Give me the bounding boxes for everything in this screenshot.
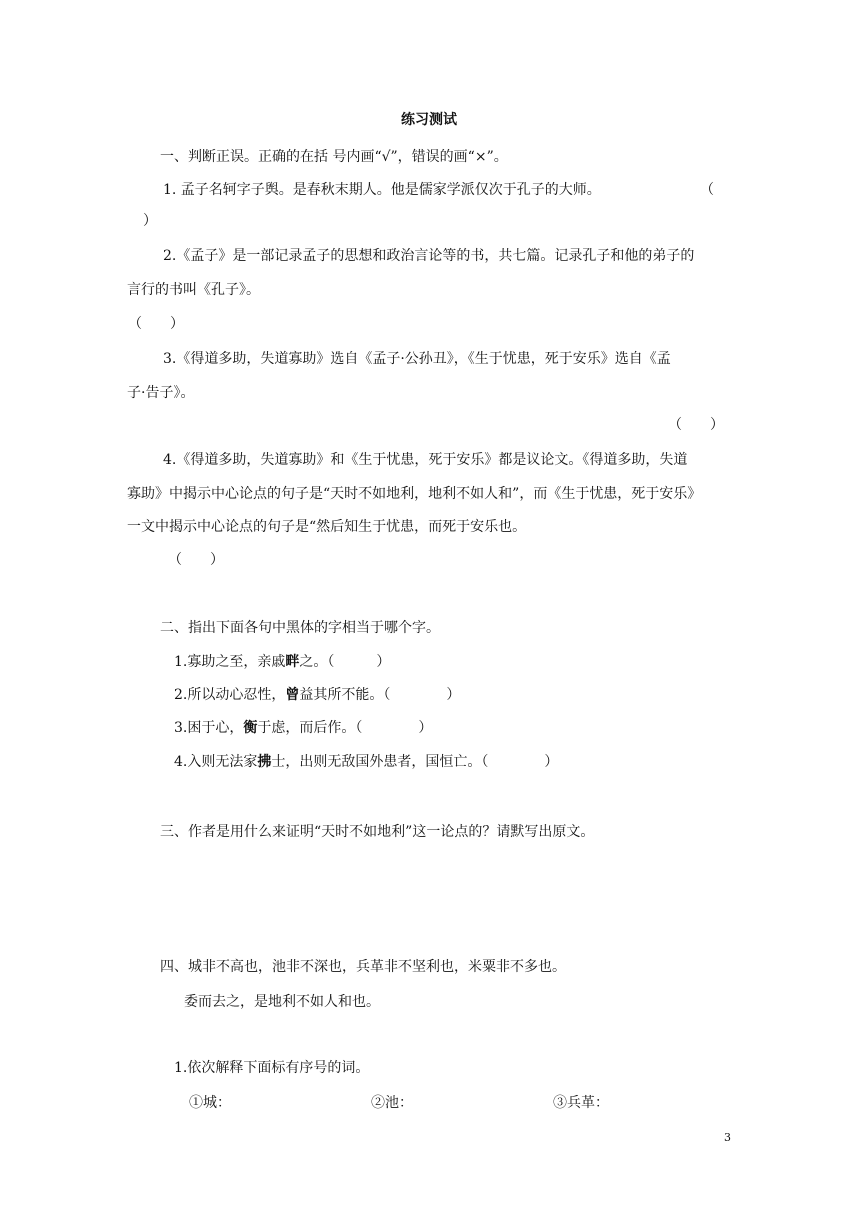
section4-passage-line2: 委而去之，是地利不如人和也。 bbox=[184, 994, 380, 1010]
item-text-after: 于虑，而后作。（ ） bbox=[257, 720, 433, 736]
page-number: 3 bbox=[724, 1131, 731, 1144]
question2-line1: 2.《孟子》是一部记录孟子的思想和政治言论等的书，共七篇。记录孔子和他的弟子的 bbox=[163, 248, 695, 264]
item-text-before: 1.寡助之至，亲戚 bbox=[174, 654, 286, 670]
item-text-after: 益其所不能。（ ） bbox=[299, 687, 461, 703]
question4-line2: 寡助》中揭示中心论点的句子是“天时不如地利，地利不如人和”，而《生于忧患，死于安乐》 bbox=[127, 486, 702, 502]
term-cheng: ①城： bbox=[189, 1095, 231, 1111]
question4-answer-paren: （ ） bbox=[168, 552, 224, 568]
question1-text: 1. 孟子名轲字子舆。是春秋末期人。他是儒家学派仅次于孔子的大师。 bbox=[163, 182, 601, 198]
question1-paren-close: ） bbox=[143, 213, 157, 229]
section2-item bbox=[174, 655, 390, 669]
section4-subquestion: 1.依次解释下面标有序号的词。 bbox=[174, 1060, 370, 1076]
bold-character: 拂 bbox=[257, 754, 272, 770]
item-text-after: 之。（ ） bbox=[299, 654, 391, 670]
bold-character: 曾 bbox=[285, 687, 300, 703]
term-bingge: ③兵革： bbox=[553, 1095, 609, 1111]
question2-answer-paren: （ ） bbox=[128, 316, 184, 332]
question3-line1: 3.《得道多助，失道寡助》选自《孟子·公孙丑》，《生于忧患，死于安乐》选自《孟 bbox=[163, 351, 671, 367]
section3-heading: 三、作者是用什么来证明“天时不如地利”这一论点的？请默写出原文。 bbox=[160, 824, 595, 840]
item-text-before: 4.入则无法家 bbox=[174, 754, 258, 770]
section2-item bbox=[174, 755, 558, 769]
question1-paren-open: （ bbox=[700, 182, 714, 198]
question4-line3: 一文中揭示中心论点的句子是“然后知生于忧患，而死于安乐也。 bbox=[127, 519, 527, 535]
item-text-before: 2.所以动心忍性， bbox=[174, 687, 286, 703]
bold-character: 畔 bbox=[285, 654, 300, 670]
section2-item bbox=[174, 688, 460, 702]
page-title: 练习测试 bbox=[401, 112, 457, 128]
section1-heading: 一、判断正误。正确的在括 号内画“√”，错误的画“×”。 bbox=[160, 149, 508, 165]
question3-answer-paren: （ ） bbox=[668, 417, 724, 433]
question2-line2: 言行的书叫《孔子》。 bbox=[127, 282, 260, 298]
section4-passage-line1: 四、城非不高也，池非不深也，兵革非不坚利也，米粟非不多也。 bbox=[160, 959, 566, 975]
item-text-after: 士，出则无敌国外患者，国恒亡。（ ） bbox=[271, 754, 559, 770]
term-chi: ②池： bbox=[371, 1095, 413, 1111]
section2-heading: 二、指出下面各句中黑体的字相当于哪个字。 bbox=[160, 620, 440, 636]
question4-line1: 4.《得道多助，失道寡助》和《生于忧患，死于安乐》都是议论文。《得道多助，失道 bbox=[163, 452, 688, 468]
bold-character: 衡 bbox=[243, 720, 258, 736]
question3-line2: 子·告子》。 bbox=[127, 385, 195, 401]
section2-item bbox=[174, 721, 432, 735]
item-text-before: 3.困于心， bbox=[174, 720, 244, 736]
